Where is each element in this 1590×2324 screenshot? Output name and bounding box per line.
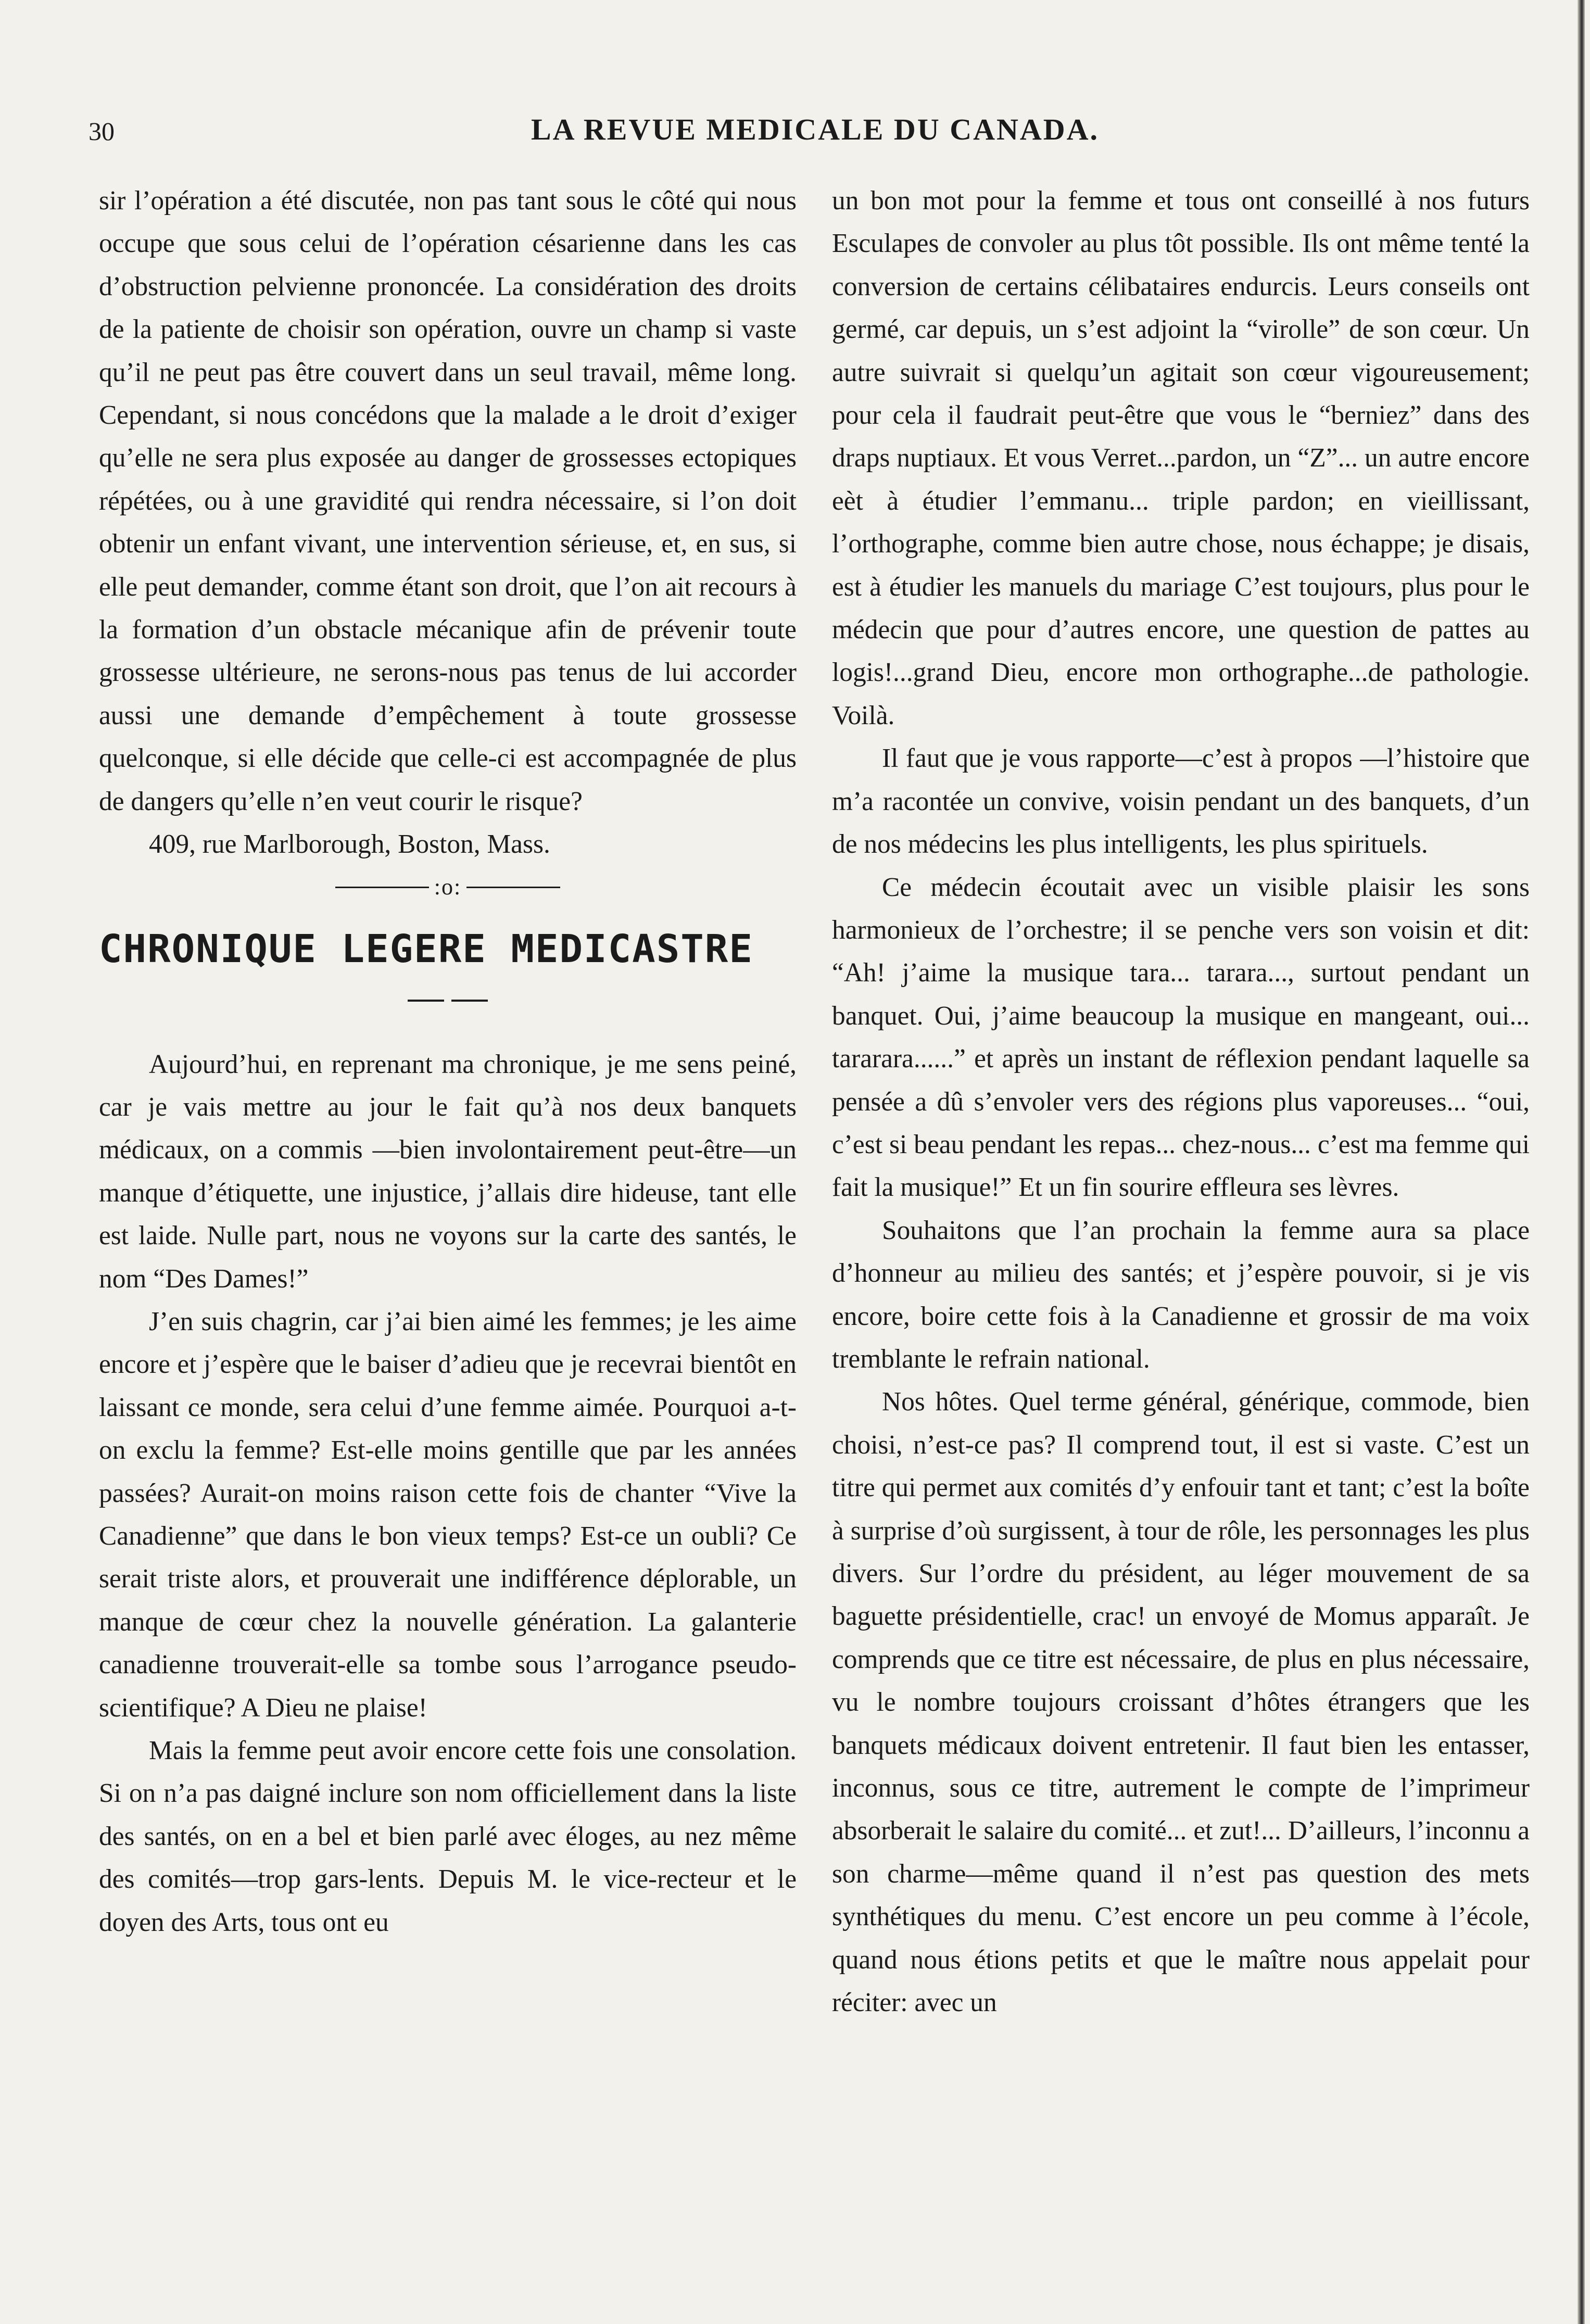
chronicle-paragraph-6: Ce médecin écoutait avec un visible plaisir les sons harmonieux de l’orchestre; il se penche vers son voisin et dit: “Ah! j’aime la musique tara... tarara..., surtout pendant un banquet. Oui, j’aime beaucoup la musique en mangeant, oui... tararara......” et après un instant de réflexion pendant laquelle sa pensée a dû s’envoler vers des régions plus vaporeuses... “oui, c’est si beau pendant les repas... chez-nous... c’est ma femme qui fait la musique!” Et un fin sourire effleura ses lèvres. xyxy=(832,872,1530,1203)
scan-edge-shadow xyxy=(1578,0,1585,2324)
page-number: 30 xyxy=(89,117,115,146)
divider-rule-left xyxy=(335,887,429,888)
author-address: 409, rue Marlborough, Boston, Mass. xyxy=(149,829,550,860)
chronicle-paragraph-1: Aujourd’hui, en reprenant ma chronique, je me sens peiné, car je vais mettre au jour le fait qu’à nos deux banquets médicaux, on a commis —bien involontairement peut-être—un manque d’étiquette, une injustice, j’allais dire hideuse, tant elle est laide. Nulle part, nous ne voyons sur la carte des santés, le nom “Des Dames!” xyxy=(99,1049,797,1294)
article-conclusion-paragraph: sir l’opération a été discutée, non pas tant sous le côté qui nous occupe que sous celui de l’opération césarienne dans les cas d’obstruction pelvienne prononcée. La considération des droits de la patiente de choisir son opération, ouvre un champ si vaste qu’il ne peut pas être couvert dans un seul travail, même long. Cependant, si nous concédons que la malade a le droit d’exiger qu’elle ne sera plus exposée au danger de grossesses ectopiques répétées, ou à une gravidité qui rendra nécessaire, si l’on doit obtenir un enfant vivant, une intervention sérieuse, et, en sus, si elle peut demander, comme étant son droit, que l’on ait recours à la formation d’un obstacle mécanique afin de prévenir toute grossesse ultérieure, ne serons-nous pas tenus de lui accorder aussi une demande d’empêchement à toute grossesse quelconque, si elle décide que celle-ci est accompagnée de plus de dangers qu’elle n’en veut courir le risque? xyxy=(99,186,797,816)
chronicle-paragraph-2: J’en suis chagrin, car j’ai bien aimé les femmes; je les aime encore et j’espère que le baiser d’adieu que je recevrai bientôt en laissant ce monde, sera celui d’une femme aimée. Pourquoi a-t-on exclu la femme? Est-elle moins gentille que par les années passées? Aurait-on moins raison cette fois de chanter “Vive la Canadienne” que dans le bon vieux temps? Est-ce un oubli? Ce serait triste alors, et prouverait une indifférence déplorable, un manque de cœur chez la nouvelle génération. La galanterie canadienne trouverait-elle sa tombe sous l’arrogance pseudo-scientifique? A Dieu ne plaise! xyxy=(99,1306,797,1723)
chronicle-paragraph-4: un bon mot pour la femme et tous ont conseillé à nos futurs Esculapes de convoler au plus tôt possible. Ils ont même tenté la conversion de certains célibataires endurcis. Leurs conseils ont germé, car depuis, un s’est adjoint la “virolle” de son cœur. Un autre suivrait si quelqu’un agitait son cœur vigoureusement; pour cela il faudrait peut-être que vous le “berniez” dans des draps nuptiaux. Et vous Verret...pardon, un “Z”... un autre encore eèt à étudier l’emmanu... triple pardon; en vieillissant, l’orthographe, comme bien autre chose, nous échappe; je disais, est à étudier les manuels du mariage C’est toujours, plus pour le médecin que pour d’autres encore, une question de pattes au logis!...grand Dieu, encore mon orthographe...de pathologie. Voilà. xyxy=(832,186,1530,730)
chronicle-paragraph-8: Nos hôtes. Quel terme général, générique, commode, bien choisi, n’est-ce pas? Il comprend tout, il est si vaste. C’est un titre qui permet aux comités d’y enfouir tant et tant; c’est la boîte à surprise d’où surgissent, à tour de rôle, les personnages les plus divers. Sur l’ordre du président, au léger mouvement de sa baguette présidentielle, crac! un envoyé de Momus apparaît. Je comprends que ce titre est nécessaire, de plus en plus nécessaire, vu le nombre toujours croissant d’hôtes étrangers que les banquets médicaux doivent entretenir. Il faut bien les entasser, inconnus, sous ce titre, autrement le compte de l’imprimeur absorberait le salaire du comité... et zut!... D’ailleurs, l’inconnu a son charme—même quand il n’est pas question des mets synthétiques du menu. C’est encore un peu comme à l’école, quand nous étions petits et que le maître nous appelait pour réciter: avec un xyxy=(832,1387,1530,2018)
journal-title: LA REVUE MEDICALE DU CANADA. xyxy=(531,112,1100,146)
section-title: CHRONIQUE LEGERE MEDICASTRE xyxy=(99,926,753,971)
chronicle-paragraph-5: Il faut que je vous rapporte—c’est à propos —l’histoire que m’a racontée un convive, voisin pendant un des banquets, d’un de nos médecins les plus intelligents, les plus spirituels. xyxy=(832,743,1530,860)
chronicle-paragraph-7: Souhaitons que l’an prochain la femme aura sa place d’honneur au milieu des santés; et j’espère pouvoir, si je vis encore, boire cette fois à la Canadienne et grossir de ma voix tremblante le refrain national. xyxy=(832,1215,1530,1374)
running-header xyxy=(89,107,1525,154)
title-underline xyxy=(99,985,797,1016)
section-divider xyxy=(99,866,797,909)
divider-rule-right xyxy=(466,887,560,888)
left-column xyxy=(99,180,797,1944)
chronicle-paragraph-3: Mais la femme peut avoir encore cette fois une consolation. Si on n’a pas daigné inclure son nom officiellement dans la liste des santés, on en a bel et bien parlé avec éloges, au nez même des comités—trop gars-lents. Depuis M. le vice-recteur et le doyen des Arts, tous ont eu xyxy=(99,1736,797,1937)
right-column xyxy=(832,180,1530,2024)
divider-ornament: :o: xyxy=(434,874,462,900)
